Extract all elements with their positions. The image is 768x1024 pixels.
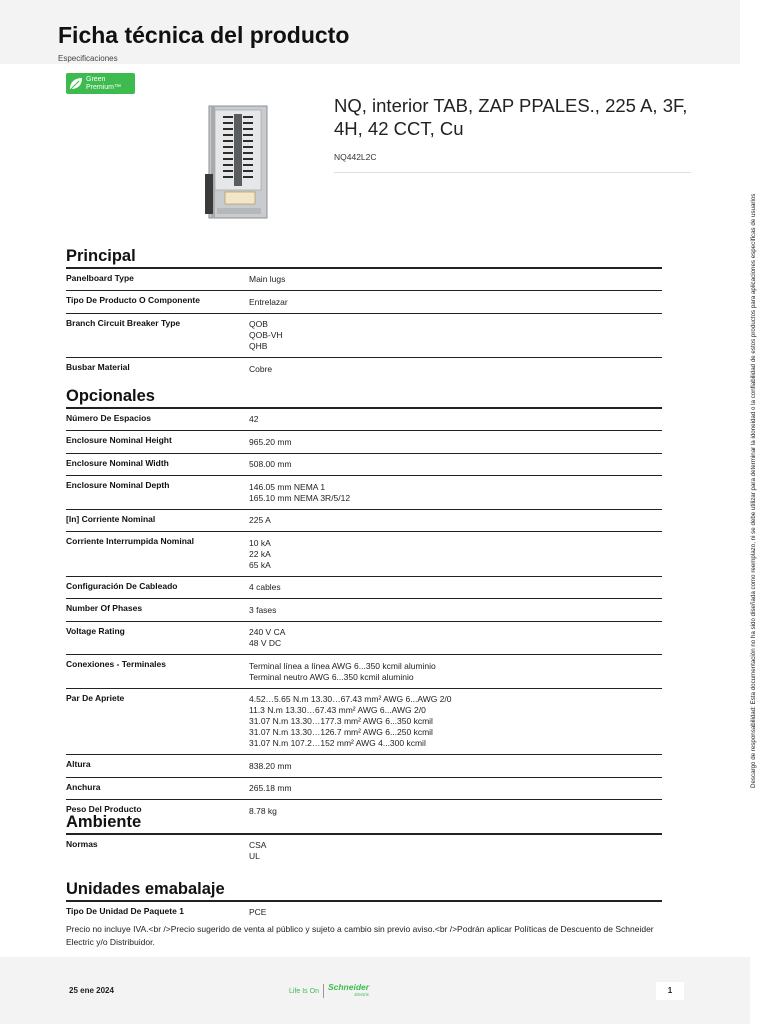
spec-label: Altura [66,759,91,769]
section-opcionales [66,386,662,822]
spec-label: Corriente Interrumpida Nominal [66,536,194,546]
table-row [66,577,662,600]
spec-label: Tipo De Producto O Componente [66,295,200,305]
spec-value-line: 965.20 mm [249,436,292,447]
spec-value [249,906,662,919]
spec-value-line: 225 A [249,515,271,525]
tagline: Life Is On [289,987,319,995]
page-title: Ficha técnica del producto [58,22,350,48]
spec-value-line: 838.20 mm [249,760,292,771]
spec-label: Number Of Phases [66,603,143,613]
spec-value-line: 240 V CA [249,627,286,637]
spec-value [249,839,662,863]
table-row [66,835,662,868]
spec-value [249,273,662,286]
section-title: Principal [66,247,136,265]
spec-label: Branch Circuit Breaker Type [66,317,181,328]
spec-value-line: QOB-VH [249,330,283,340]
spec-value-line: UL [249,851,260,861]
spec-value-line: CSA [249,840,267,850]
section-principal [66,246,662,380]
spec-value [249,514,662,527]
product-reference: NQ442L2C [334,152,377,162]
brand-sub: Electric [354,992,370,997]
spec-label: Busbar Material [66,362,130,372]
table-row [66,358,662,380]
spec-value-line: 10 kA [249,537,271,548]
table-row [66,532,662,577]
spec-value [249,435,662,448]
divider [334,172,691,173]
badge-text [86,76,121,92]
spec-value [249,759,662,772]
spec-value-line: QOB [249,319,268,329]
spec-value-line: 3 fases [249,604,277,615]
spec-label: Configuración De Cableado [66,580,178,591]
table-row [66,689,662,756]
spec-label: Panelboard Type [66,272,134,283]
spec-value-line: 65 kA [249,559,271,570]
page-subtitle: Especificaciones [58,54,118,63]
spec-label: Enclosure Nominal Depth [66,480,170,490]
table-row [66,902,662,924]
spec-label: Tipo De Unidad De Paquete 1 [66,905,184,916]
spec-label: Peso Del Producto [66,804,142,814]
spec-label: Voltage Rating [66,625,125,636]
spec-value [249,458,662,471]
table-row [66,431,662,454]
product-name: NQ, interior TAB, ZAP PPALES., 225 A, 3F, 4H, 42 CCT, Cu [334,95,688,139]
table-row [66,599,662,622]
spec-value-line: QHB [249,341,268,351]
product-image [205,104,273,222]
spec-value-line: 508.00 mm [249,459,292,469]
price-note: Precio no incluye IVA.<br />Precio sugerido de venta al público y sujeto a cambio sin previo aviso.<br />Podrán aplicar Políticas de Descuento de Schneider Electric y/o Distribuidor. [66,924,654,947]
section-title: Opcionales [66,387,155,405]
spec-value [249,603,662,616]
table-row [66,510,662,533]
spec-value [249,626,662,650]
spec-table [66,269,662,380]
spec-value [249,362,662,375]
spec-value [249,659,662,683]
spec-value [249,581,662,594]
spec-value-line: Cobre [249,363,273,374]
brand-name [328,983,369,999]
spec-value-line: 22 kA [249,548,271,559]
spec-label: Normas [66,838,98,849]
spec-value-line: Entrelazar [249,296,288,307]
spec-label: [In] Corriente Nominal [66,513,156,524]
table-row [66,454,662,477]
table-row [66,291,662,314]
section-title: Unidades emabalaje [66,880,225,898]
table-row [66,622,662,656]
section-unidades [66,879,662,923]
leaf-icon [68,76,84,91]
spec-value-line: 31.07 N.m 13.30…177.3 mm² AWG 6...350 kcmil [249,716,433,726]
table-row [66,655,662,689]
side-disclaimer: Descargo de responsabilidad: Esta documentación no ha sido diseñada como reemplazo, ni se debe utilizar para determinar la idoneidad o la confiabilidad de estos productos para aplicaciones específicas de usuarios [750,193,757,788]
spec-value-line: 4 cables [249,582,281,592]
table-row [66,269,662,292]
logo-divider [323,984,324,998]
spec-label: Número De Espacios [66,412,152,423]
spec-value [249,413,662,426]
green-premium-badge [66,73,135,94]
spec-value [249,295,662,308]
spec-value-line: 42 [249,414,259,424]
spec-label: Enclosure Nominal Height [66,435,172,445]
spec-label: Enclosure Nominal Width [66,457,169,468]
spec-value-line: 4.52…5.65 N.m 13.30…67.43 mm² AWG 6...AWG 2/0 [249,694,452,704]
table-row [66,476,662,510]
spec-value [249,536,662,571]
spec-label: Conexiones - Terminales [66,659,166,669]
spec-value-line: 48 V DC [249,638,282,648]
spec-value-line: 11.3 N.m 13.30…67.43 mm² AWG 6...AWG 2/0 [249,705,426,715]
table-row [66,409,662,432]
spec-value-line: 31.07 N.m 107.2…152 mm² AWG 4...300 kcmil [249,738,426,748]
spec-value [249,318,662,353]
badge-line2: Premium™ [86,83,122,91]
spec-table [66,902,662,924]
spec-value-line: 165.10 mm NEMA 3R/5/12 [249,492,351,503]
spec-value-line: Terminal neutro AWG 6...350 kcmil aluminio [249,671,414,682]
page-number: 1 [656,982,684,1000]
spec-table [66,835,662,868]
spec-value-line: 265.18 mm [249,783,292,793]
spec-value-line: Main lugs [249,274,286,284]
badge-line1: Green [86,75,106,83]
table-row [66,314,662,359]
spec-value-line: 146.05 mm NEMA 1 [249,481,326,492]
schneider-logo [289,983,369,999]
spec-value [249,693,662,750]
spec-value [249,480,662,504]
spec-label: Anchura [66,781,101,792]
brand-main: Schneider [327,982,370,992]
spec-value-line: 31.07 N.m 13.30…126.7 mm² AWG 6...250 kcmil [249,727,433,737]
section-title: Ambiente [66,813,142,831]
spec-value-line: PCE [249,907,267,917]
table-row [66,778,662,801]
footer-date: 25 ene 2024 [69,986,114,995]
spec-table [66,409,662,822]
section-ambiente [66,812,662,867]
spec-value [249,782,662,795]
spec-label: Par De Apriete [66,692,125,703]
table-row [66,755,662,778]
spec-value-line: 8.78 kg [249,805,277,816]
spec-value-line: Terminal línea a línea AWG 6...350 kcmil aluminio [249,660,436,671]
